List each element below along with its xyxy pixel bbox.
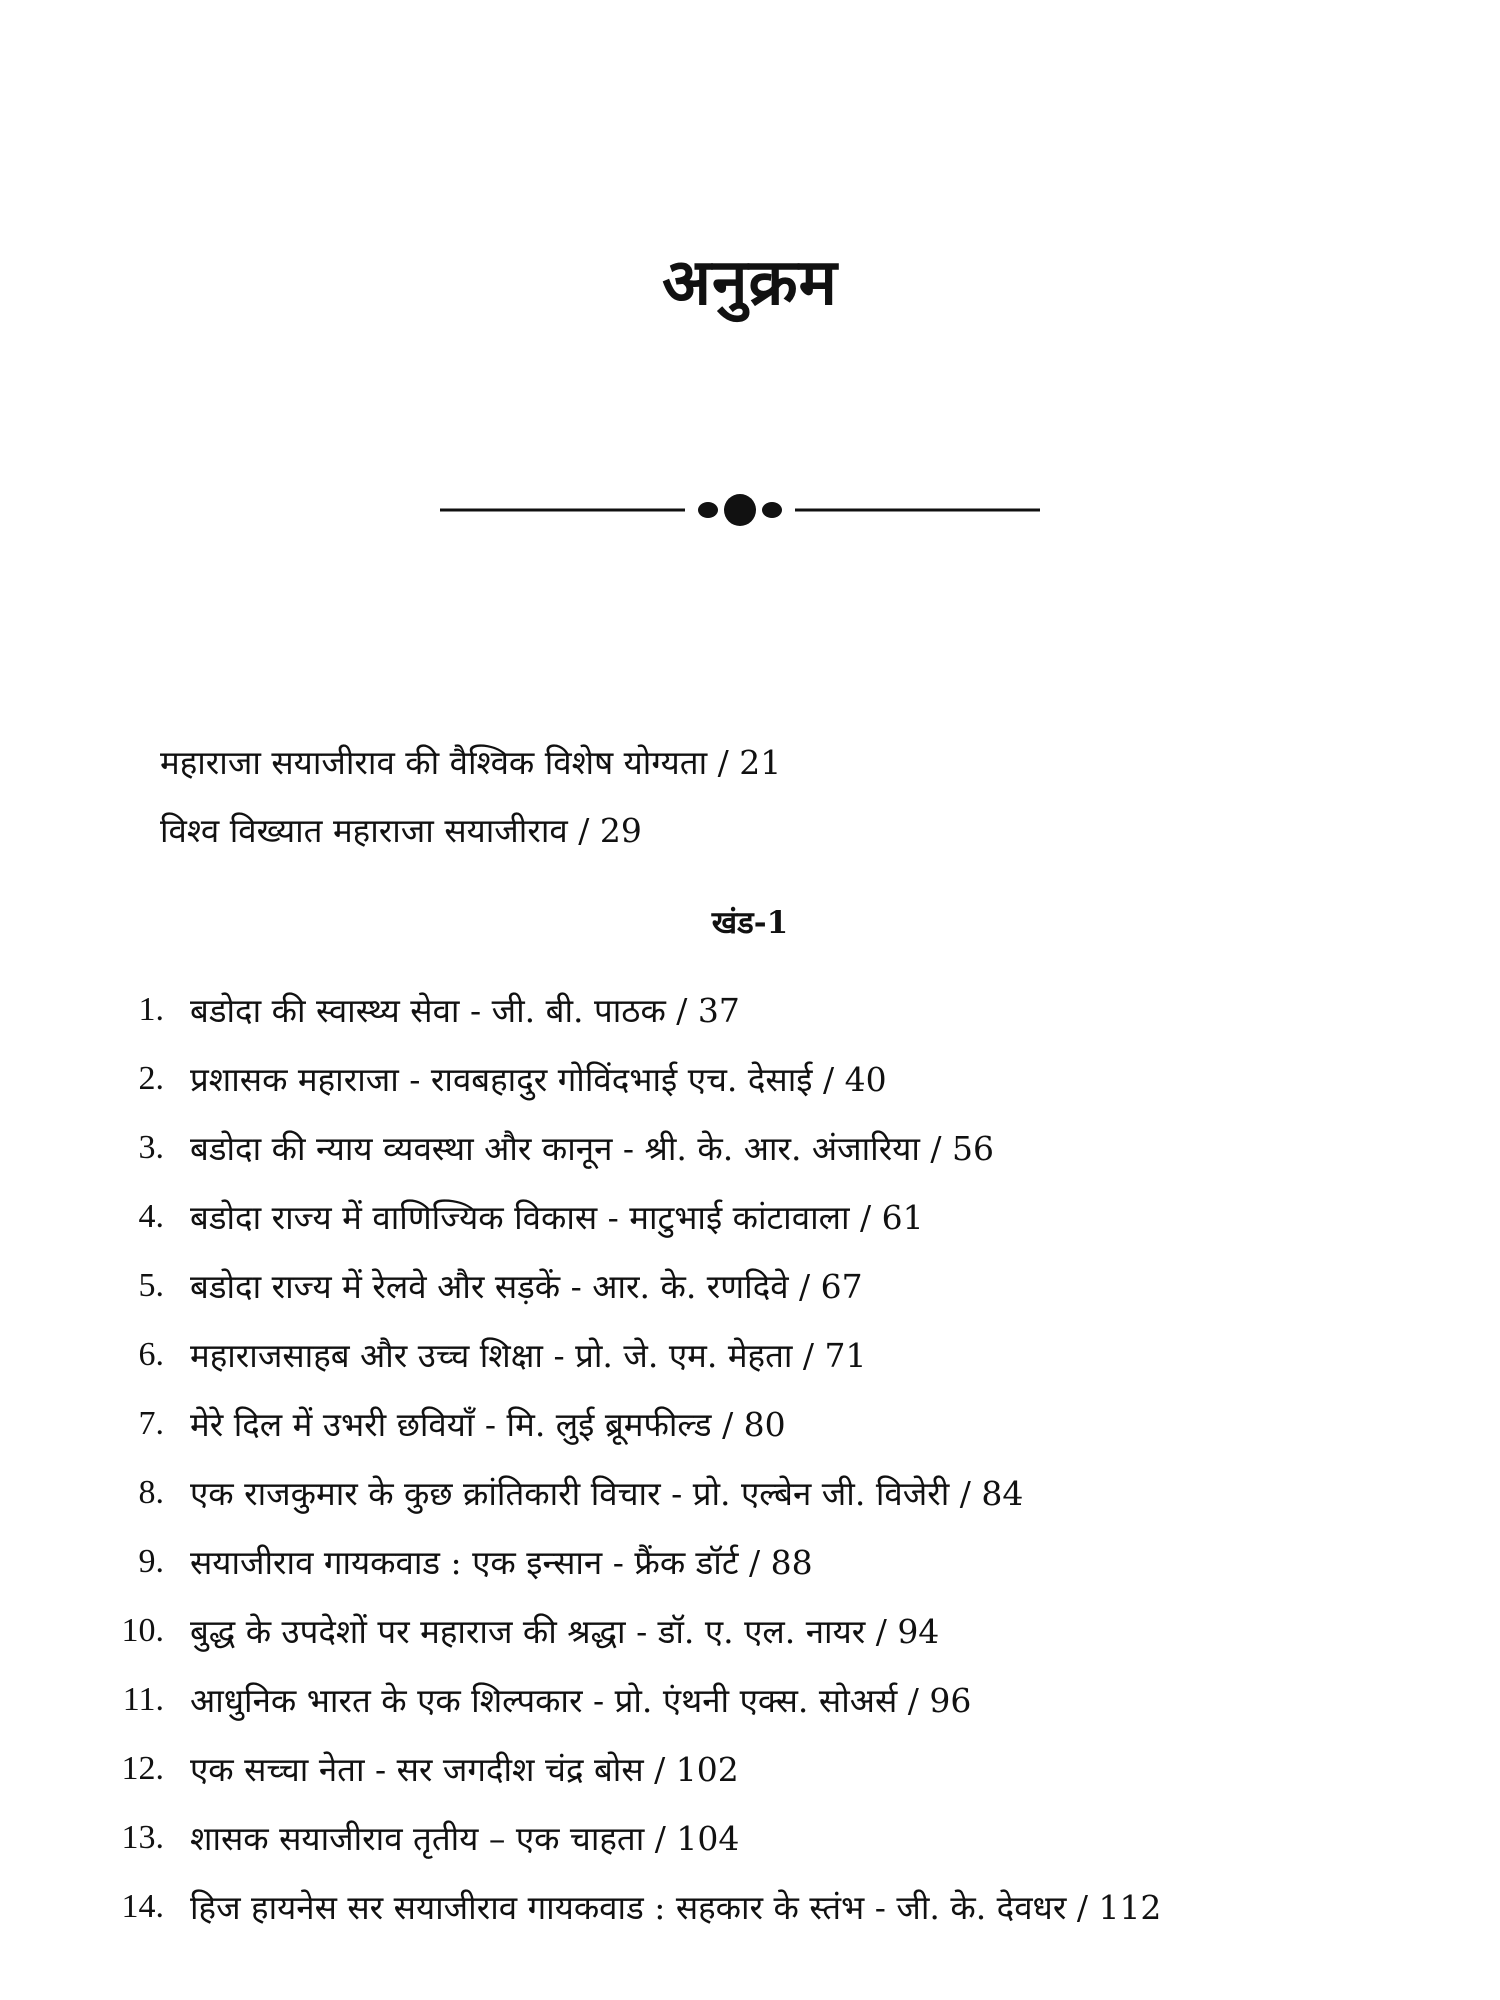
entry-number: 12.	[121, 1749, 164, 1787]
entry-title: बडोदा राज्य में वाणिज्यिक विकास - माटुभाई कांटावाला / 61	[190, 1198, 924, 1237]
toc-entry	[60, 1734, 1460, 1803]
entry-number: 5.	[138, 1266, 164, 1304]
page-title: अनुक्रम	[662, 244, 838, 320]
entry-title: महाराजसाहब और उच्च शिक्षा - प्रो. जे. एम. मेहता / 71	[190, 1336, 867, 1375]
toc-entry	[60, 1527, 1460, 1596]
toc-entry	[60, 1182, 1460, 1251]
toc-entry	[60, 975, 1460, 1044]
entry-title: एक सच्चा नेता - सर जगदीश चंद्र बोस / 102	[190, 1750, 739, 1789]
entry-title: बडोदा राज्य में रेलवे और सड़कें - आर. के. रणदिवे / 67	[190, 1267, 863, 1306]
entry-title: मेरे दिल में उभरी छवियाँ - मि. लुई ब्रूमफील्ड / 80	[190, 1405, 786, 1444]
entry-number: 2.	[138, 1059, 164, 1097]
toc-entry	[60, 1113, 1460, 1182]
toc-entry	[60, 1665, 1460, 1734]
entry-number: 14.	[121, 1887, 164, 1925]
toc-entry	[60, 1320, 1460, 1389]
entry-title: प्रशासक महाराजा - रावबहादुर गोविंदभाई एच. देसाई / 40	[190, 1060, 887, 1099]
entry-number: 11.	[122, 1680, 164, 1718]
toc-entry	[60, 1872, 1460, 1941]
toc-entry	[60, 1044, 1460, 1113]
toc-entry	[60, 1389, 1460, 1458]
entry-title: बडोदा की न्याय व्यवस्था और कानून - श्री. के. आर. अंजारिया / 56	[190, 1129, 994, 1168]
entry-number: 1.	[138, 990, 164, 1028]
toc-entry	[60, 1803, 1460, 1872]
toc-entry	[60, 1251, 1460, 1320]
table-of-contents	[60, 975, 1460, 1941]
entry-number: 3.	[138, 1128, 164, 1166]
entry-number: 9.	[138, 1542, 164, 1580]
toc-entry	[60, 1458, 1460, 1527]
entry-number: 10.	[121, 1611, 164, 1649]
entry-title: हिज हायनेस सर सयाजीराव गायकवाड : सहकार के स्तंभ - जी. के. देवधर / 112	[190, 1888, 1162, 1927]
entry-number: 8.	[138, 1473, 164, 1511]
entry-title: सयाजीराव गायकवाड : एक इन्सान - फ्रैंक डॉर्ट / 88	[190, 1543, 813, 1582]
entry-number: 13.	[121, 1818, 164, 1856]
entry-number: 7.	[138, 1404, 164, 1442]
entry-title: बडोदा की स्वास्थ्य सेवा - जी. बी. पाठक / 37	[190, 991, 740, 1030]
section-heading: खंड-1	[711, 905, 789, 941]
entry-title: शासक सयाजीराव तृतीय – एक चाहता / 104	[190, 1819, 740, 1858]
preface-entry: विश्व विख्यात महाराजा सयाजीराव / 29	[160, 811, 642, 850]
entry-title: बुद्ध के उपदेशों पर महाराज की श्रद्धा - डॉ. ए. एल. नायर / 94	[190, 1612, 940, 1651]
entry-title: आधुनिक भारत के एक शिल्पकार - प्रो. एंथनी एक्स. सोअर्स / 96	[190, 1681, 972, 1720]
entry-title: एक राजकुमार के कुछ क्रांतिकारी विचार - प्रो. एल्बेन जी. विजेरी / 84	[190, 1474, 1024, 1513]
toc-entry	[60, 1596, 1460, 1665]
dot-flourish-divider-icon	[440, 480, 1040, 540]
entry-number: 4.	[138, 1197, 164, 1235]
entry-number: 6.	[138, 1335, 164, 1373]
preface-entry: महाराजा सयाजीराव की वैश्विक विशेष योग्यता / 21	[160, 743, 782, 782]
